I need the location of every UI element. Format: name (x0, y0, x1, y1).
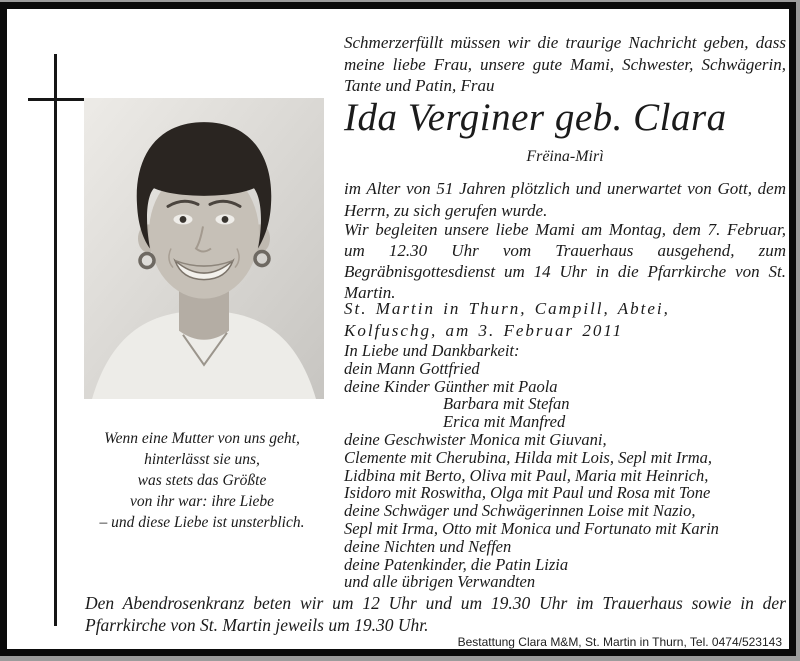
dateline-date: Kolfuschg, am 3. Februar 2011 (344, 320, 624, 340)
dateline (344, 298, 786, 341)
cross-horizontal-bar (28, 98, 85, 101)
mourner-line: deine Schwäger und Schwägerinnen Loise mit Nazio, (344, 501, 696, 521)
mourner-line: dein Mann Gottfried (344, 358, 480, 378)
notice-text-column (344, 2, 786, 661)
mourner-line: Erica mit Manfred (443, 412, 566, 432)
mourner-line: Barbara mit Stefan (443, 394, 570, 414)
mourner-line: deine Patenkinder, die Patin Lizia (344, 554, 569, 574)
verse-line: was stets das Größte (137, 472, 267, 489)
mourners-intro: In Liebe und Dankbarkeit: (344, 341, 520, 360)
dateline-places: St. Martin in Thurn, Campill, Abtei, (344, 299, 670, 318)
mourners-block (344, 342, 786, 591)
mourner-line: und alle übrigen Verwandten (344, 572, 536, 592)
death-details-paragraph: im Alter von 51 Jahren plötzlich und unerwartet von Gott, dem Herrn, zu sich gerufen wurde. (344, 179, 786, 220)
verse-line: Wenn eine Mutter von uns geht, (104, 430, 300, 447)
mourners-list (344, 360, 786, 591)
verse-line: hinterlässt sie uns, (144, 451, 260, 468)
death-notice-page (0, 2, 796, 656)
mourner-line: Lidbina mit Berto, Oliva mit Paul, Maria mit Heinrich, (344, 465, 709, 485)
deceased-nickname: Frëina-Mirì (526, 148, 604, 165)
verse-line: von ihr war: ihre Liebe (129, 493, 275, 510)
portrait-photo (84, 98, 324, 399)
mourner-line: Clemente mit Cherubina, Hilda mit Lois, Sepl mit Irma, (344, 447, 713, 467)
verse-line: – und diese Liebe ist unsterblich. (99, 514, 305, 531)
mourner-line: deine Nichten und Neffen (344, 536, 512, 556)
deceased-name: Ida Verginer geb. Clara (344, 96, 727, 139)
funeral-details-paragraph: Wir begleiten unsere liebe Mami am Montag, dem 7. Februar, um 12.30 Uhr vom Trauerhaus ausgehend, zum Begräbnisgottesdienst um 14 Uhr in die Pfarrkirche von St. Martin. (344, 220, 786, 302)
cross-vertical-bar (54, 54, 57, 626)
announcement-intro: Schmerzerfüllt müssen wir die traurige Nachricht geben, dass meine liebe Frau, unsere gute Mami, Schwester, Schwägerin, Tante und Patin, Frau (344, 33, 786, 95)
mourner-line: Sepl mit Irma, Otto mit Monica und Fortunato mit Karin (344, 518, 719, 538)
rosary-notice: Den Abendrosenkranz beten wir um 12 Uhr und um 19.30 Uhr im Trauerhaus sowie in der Pfarrkirche von St. Martin jeweils um 19.30 Uhr. (85, 593, 786, 635)
mourner-line: Isidoro mit Roswitha, Olga mit Paul und Rosa mit Tone (344, 483, 711, 503)
mourner-line: deine Kinder Günther mit Paola (344, 376, 558, 396)
funeral-home-credit: Bestattung Clara M&M, St. Martin in Thurn, Tel. 0474/523143 (457, 635, 782, 649)
mourner-line: deine Geschwister Monica mit Giuvani, (344, 429, 607, 449)
memorial-verse (68, 428, 336, 533)
